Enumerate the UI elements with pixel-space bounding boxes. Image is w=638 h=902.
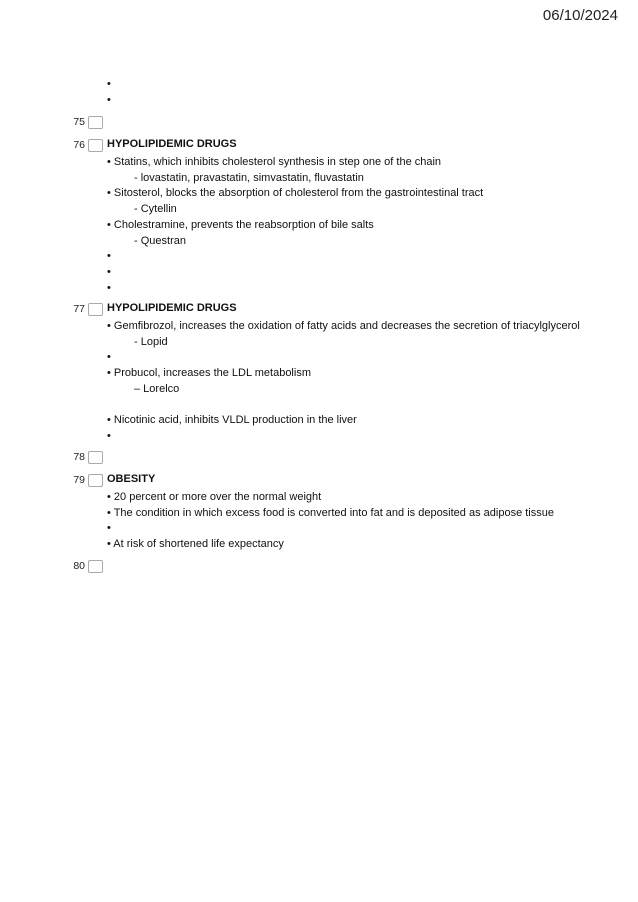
bullet-item: • (107, 351, 111, 363)
bullet-item: • Statins, which inhibits cholesterol synthesis in step one of the chain (107, 156, 442, 168)
slide-checkbox[interactable] (88, 303, 103, 316)
slide-checkbox[interactable] (88, 139, 103, 152)
bullet-item: • Nicotinic acid, inhibits VLDL production in the liver (107, 414, 357, 426)
sub-item: - lovastatin, pravastatin, simvastatin, fluvastatin (134, 172, 364, 184)
slide-checkbox[interactable] (88, 474, 103, 487)
bullet-item: • Sitosterol, blocks the absorption of cholesterol from the gastrointestinal tract (107, 187, 484, 199)
slide-number: 77 (73, 303, 85, 315)
bullet-item: • 20 percent or more over the normal weight (107, 491, 322, 503)
bullet-item: • Gemfibrozol, increases the oxidation of fatty acids and decreases the secretion of triacylglycerol (107, 320, 580, 332)
sub-item: - Questran (134, 235, 186, 247)
bullet-item: • (107, 282, 111, 294)
slide-title: OBESITY (107, 473, 156, 485)
bullet-item: • The condition in which excess food is converted into fat and is deposited as adipose tissue (107, 507, 554, 519)
slide-title: HYPOLIPIDEMIC DRUGS (107, 138, 237, 150)
slide-number: 78 (73, 451, 85, 463)
slide-checkbox[interactable] (88, 560, 103, 573)
slide-number: 75 (73, 116, 85, 128)
bullet-item: • (107, 78, 111, 90)
sub-item: – Lorelco (134, 383, 180, 395)
sub-item: - Cytellin (134, 203, 177, 215)
slide-number: 76 (73, 139, 85, 151)
bullet-item: • (107, 250, 111, 262)
slide-number: 79 (73, 474, 85, 486)
sub-item: - Lopid (134, 336, 168, 348)
bullet-item: • At risk of shortened life expectancy (107, 538, 284, 550)
bullet-item: • (107, 522, 111, 534)
slide-title: HYPOLIPIDEMIC DRUGS (107, 302, 237, 314)
slide-checkbox[interactable] (88, 116, 103, 129)
bullet-item: • (107, 94, 111, 106)
page-date: 06/10/2024 (542, 7, 618, 24)
slide-number: 80 (73, 560, 85, 572)
bullet-item: • (107, 430, 111, 442)
bullet-item: • Cholestramine, prevents the reabsorption of bile salts (107, 219, 374, 231)
bullet-item: • Probucol, increases the LDL metabolism (107, 367, 311, 379)
slide-checkbox[interactable] (88, 451, 103, 464)
bullet-item: • (107, 266, 111, 278)
